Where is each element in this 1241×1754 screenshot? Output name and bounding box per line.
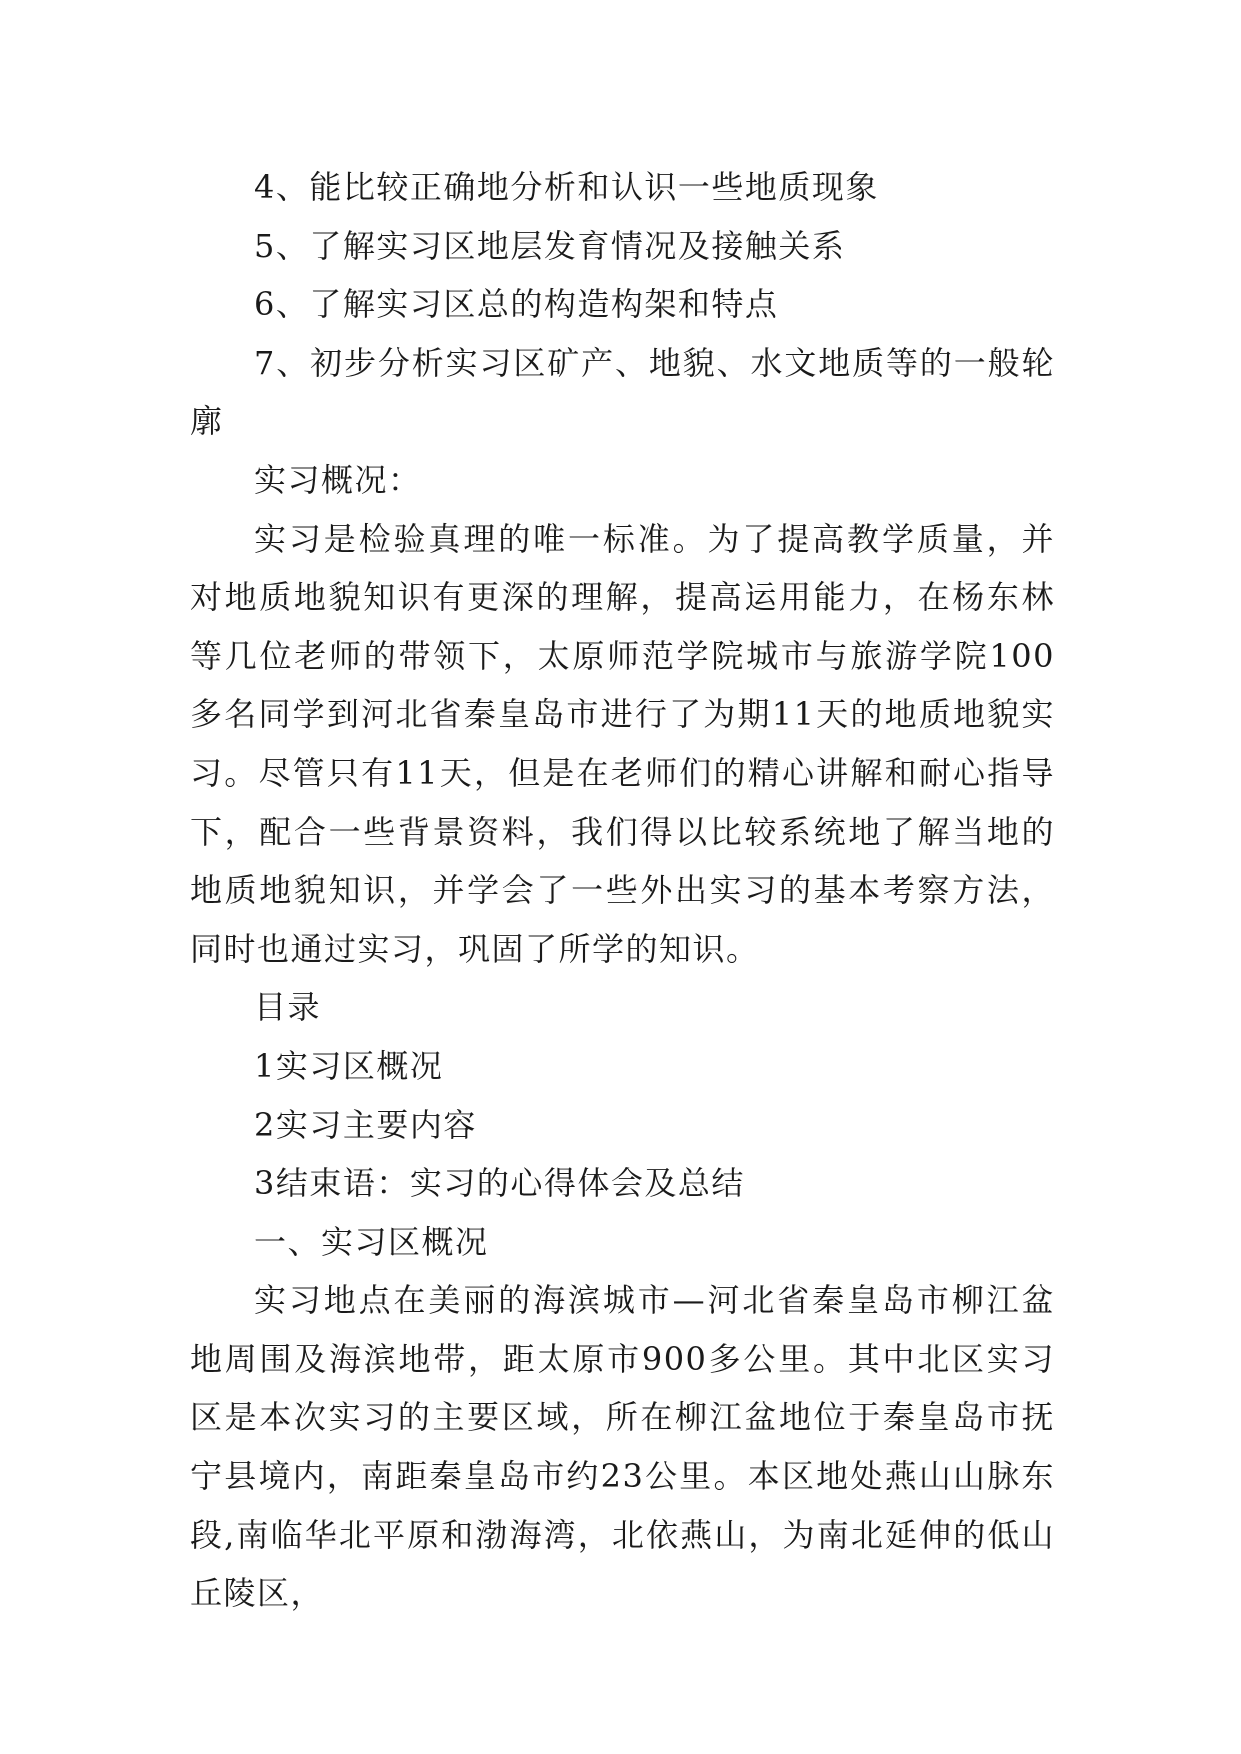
- toc-item-1: 1实习区概况: [254, 1046, 444, 1085]
- list-item-7: 7、初步分析实习区矿产、地貌、水文地质等的一般轮廓: [190, 343, 1055, 441]
- list-item-4: 4、能比较正确地分析和认识一些地质现象: [254, 168, 879, 206]
- location-paragraph: 实习地点在美丽的海滨城市—河北省秦皇岛市柳江盆地周围及海滨地带，距太原市900多公里。其中北区实习区是本次实习的主要区域，所在柳江盆地位于秦皇岛市抚宁县境内，南距秦皇岛市约23公里。本区地处燕山山脉东段,南临华北平原和渤海湾，北依燕山，为南北延伸的低山丘陵区，: [190, 1281, 1055, 1613]
- section-heading-1: 一、实习区概况: [254, 1222, 489, 1261]
- list-item-6: 6、了解实习区总的构造构架和特点: [254, 285, 779, 324]
- section-heading-overview: 实习概况：: [254, 460, 422, 499]
- list-item-5: 5、了解实习区地层发育情况及接触关系: [254, 226, 846, 265]
- document-body: [190, 158, 1055, 1623]
- toc-item-2: 2实习主要内容: [254, 1105, 477, 1144]
- overview-paragraph: 实习是检验真理的唯一标准。为了提高教学质量，并对地质地貌知识有更深的理解，提高运用能力，在杨东林等几位老师的带领下，太原师范学院城市与旅游学院100多名同学到河北省秦皇岛市进行了为期11天的地质地貌实习。尽管只有11天，但是在老师们的精心讲解和耐心指导下，配合一些背景资料，我们得以比较系统地了解当地的地质地貌知识，并学会了一些外出实习的基本考察方法，同时也通过实习，巩固了所学的知识。: [190, 519, 1055, 968]
- toc-heading: 目录: [254, 988, 322, 1027]
- toc-item-3: 3结束语：实习的心得体会及总结: [254, 1164, 745, 1203]
